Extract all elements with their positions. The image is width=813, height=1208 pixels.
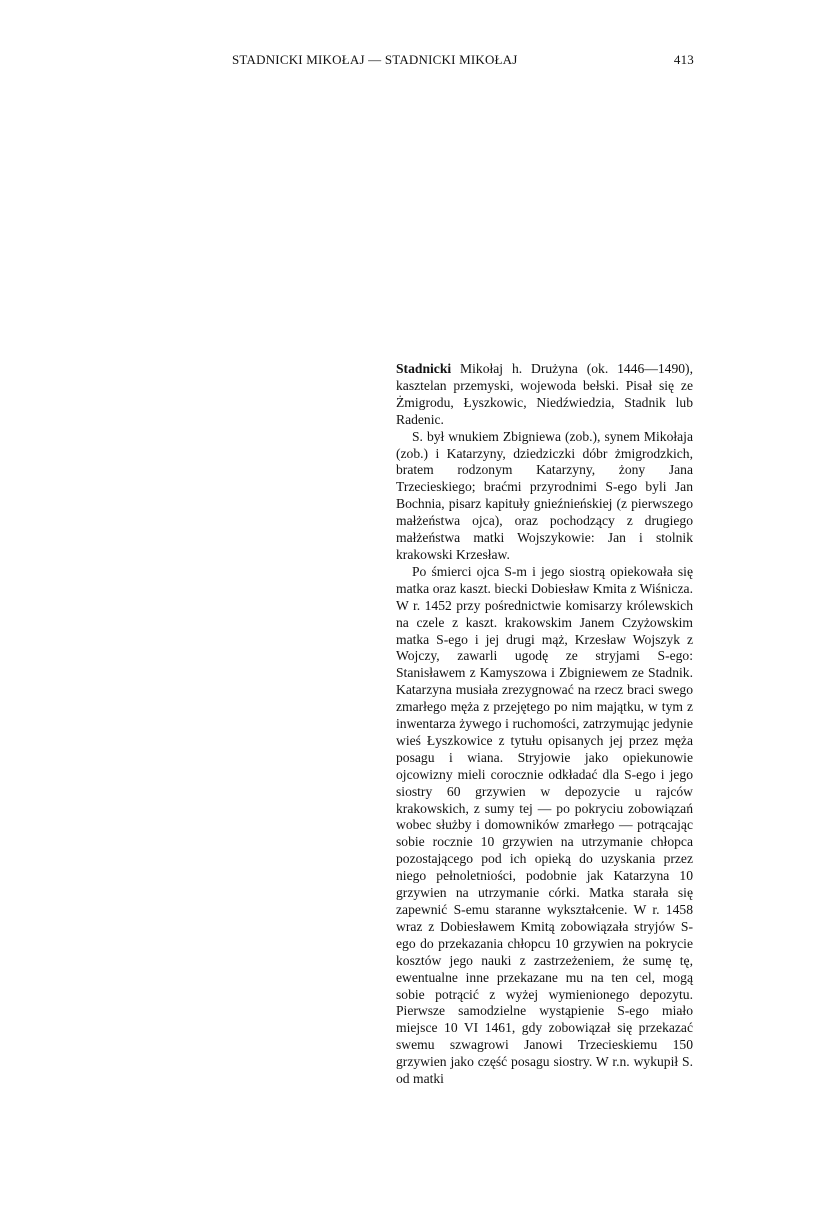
running-head-title: STADNICKI MIKOŁAJ — STADNICKI MIKOŁAJ <box>232 52 518 67</box>
article-intro-text: Mikołaj h. Drużyna (ok. 1446—1490), kasztelan przemyski, wojewoda bełski. Pisał się ze Żmigrodu, Łyszkowic, Niedźwiedzia, Stadnik lub Radenic. <box>396 361 693 427</box>
article-intro-paragraph <box>396 361 693 429</box>
page-number: 413 <box>673 52 694 67</box>
article-headword: Stadnicki <box>396 361 452 376</box>
article-column <box>396 361 693 1088</box>
running-head <box>232 51 694 69</box>
article-paragraph-3: Po śmierci ojca S-m i jego siostrą opiekowała się matka oraz kaszt. biecki Dobiesław Kmita z Wiśnicza. W r. 1452 przy pośrednictwie komisarzy królewskich na czele z kaszt. krakowskim Janem Czyżowskim matka S-ego i jej drugi mąż, Krzesław Wojszyk z Wojczy, zawarli ugodę ze stryjami S-ego: Stanisławem z Kamyszowa i Zbigniewem ze Stadnik. Katarzyna musiała zrezygnować na rzecz braci swego zmarłego męża z przejętego po nim majątku, w tym z inwentarza żywego i ruchomości, zatrzymując jedynie wieś Łyszkowice z tytułu opisanych jej przez męża posagu i wiana. Stryjowie jako opiekunowie ojcowizny mieli corocznie odkładać dla S-ego i jego siostry 60 grzywien w depozycie u rajców krakowskich, z sumy tej — po pokryciu zobowiązań wobec służby i domowników zmarłego — potrącając sobie rocznie 10 grzywien na utrzymanie chłopca pozostającego pod ich opieką do uzyskania przez niego pełnoletniości, podobnie jak Katarzyna 10 grzywien na utrzymanie córki. Matka starała się zapewnić S-emu staranne wykształcenie. W r. 1458 wraz z Dobiesławem Kmitą zobowiązała stryjów S-ego do przekazania chłopcu 10 grzywien na pokrycie kosztów jego nauki z zastrzeżeniem, że sumę tę, ewentualne inne przekazane mu na ten cel, mogą sobie potrącić z wyżej wymienionego depozytu. Pierwsze samodzielne wystąpienie S-ego miało miejsce 10 VI 1461, gdy zobowiązał się przekazać swemu szwagrowi Janowi Trzecieskiemu 150 grzywien jako część posagu siostry. W r.n. wykupił S. od matki <box>396 563 693 1087</box>
article-paragraph-2: S. był wnukiem Zbigniewa (zob.), synem Mikołaja (zob.) i Katarzyny, dziedziczki dóbr żmigrodzkich, bratem rodzonym Katarzyny, żony Jana Trzecieskiego; braćmi przyrodnimi S-ego byli Jan Bochnia, pisarz kapituły gnieźnieńskiej (z pierwszego małżeństwa ojca), oraz pochodzący z drugiego małżeństwa matki Wojszykowie: Jan i stolnik krakowski Krzesław. <box>396 428 693 562</box>
